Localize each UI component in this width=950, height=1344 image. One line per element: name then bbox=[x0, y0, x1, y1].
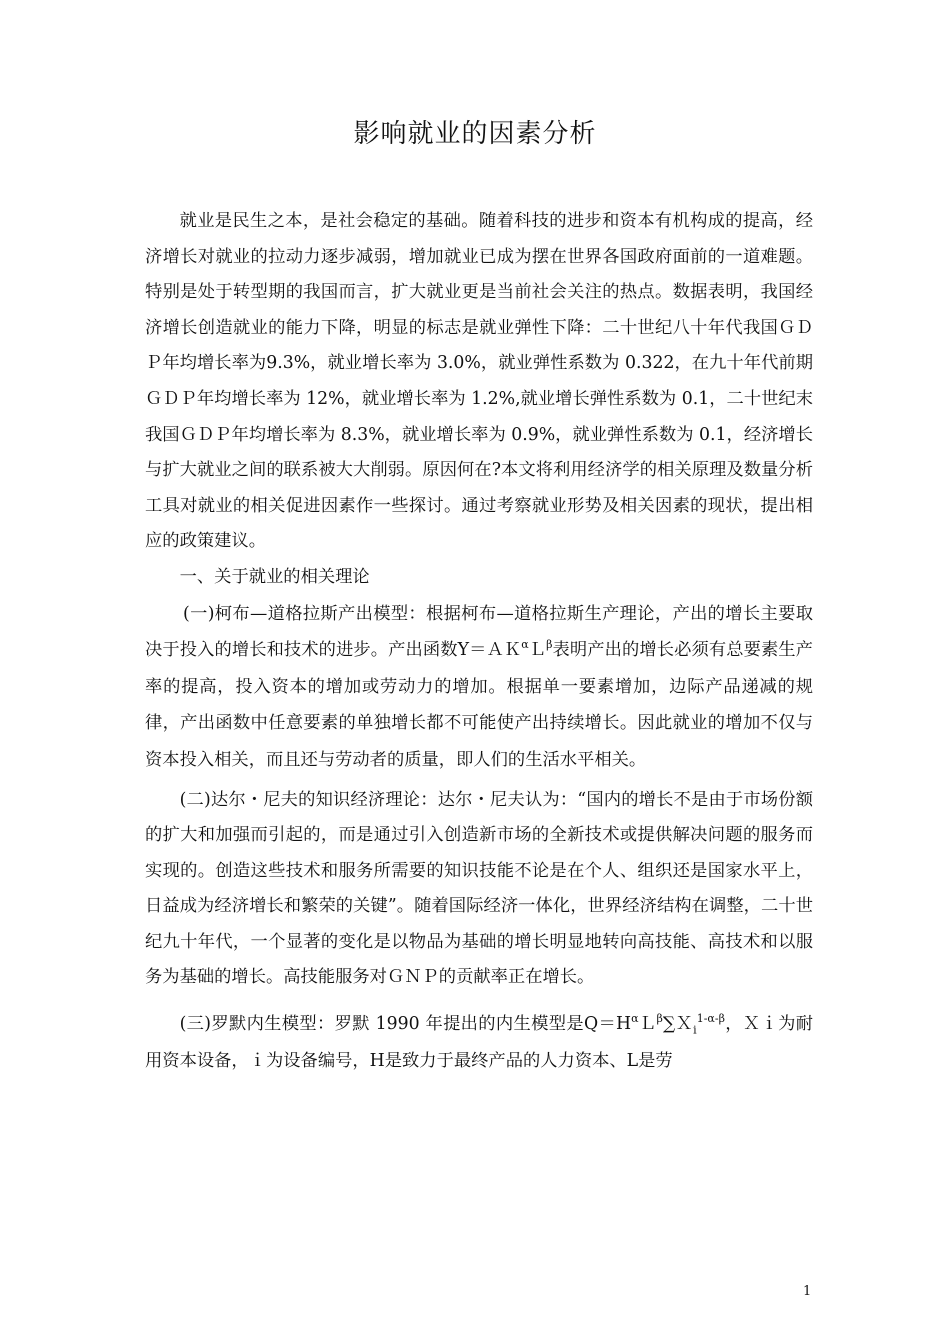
document-title: 影响就业的因素分析 bbox=[353, 119, 597, 149]
labor-symbol: Ｌ bbox=[528, 640, 547, 661]
romer-formula: Q＝H bbox=[583, 1014, 632, 1035]
summation-symbol: ∑Ｘ bbox=[662, 1014, 694, 1035]
cobb-douglas-text-start: (一)柯布—道格拉斯产出模型：根据柯布—道格拉斯生产理论，产出的增长主要取决于投入的增长和技术的进步。产出函数 bbox=[145, 603, 813, 661]
beta-exponent: β bbox=[656, 1012, 663, 1026]
capital-exponent: 1-α-β bbox=[696, 1012, 725, 1026]
index-subscript: i bbox=[693, 1023, 697, 1037]
page-number: 1 bbox=[803, 1284, 812, 1299]
production-function-formula: Y＝ＡＫ bbox=[457, 640, 522, 661]
romer-text-end: ，Ｘｉ为耐用资本设备，ｉ为设备编号，H是致力于最终产品的人力资本、L是劳 bbox=[145, 1014, 813, 1072]
alpha-exponent: α bbox=[521, 638, 529, 652]
alpha-exponent: α bbox=[631, 1012, 639, 1026]
section-heading: 一、关于就业的相关理论 bbox=[179, 566, 370, 587]
romer-model-paragraph bbox=[145, 1006, 813, 1080]
romer-text-start: (三)罗默内生模型：罗默 1990 年提出的内生模型是 bbox=[179, 1014, 584, 1035]
cobb-douglas-paragraph bbox=[145, 596, 813, 779]
document-body bbox=[145, 204, 813, 1080]
knowledge-economy-paragraph: (二)达尔・尼夫的知识经济理论：达尔・尼夫认为：“国内的增长不是由于市场份额的扩大和加强而引起的，而是通过引入创造新市场的全新技术或提供解决问题的服务而实现的。创造这些技术和服务所需要的知识技能不论是在个人、组织还是国家水平上，日益成为经济增长和繁荣的关键”。随着国际经济一体化，世界经济结构在调整，二十世纪九十年代，一个显著的变化是以物品为基础的增长明显地转向高技能、高技术和以服务为基础的增长。高技能服务对ＧＮＰ的贡献率正在增长。 bbox=[145, 789, 813, 988]
cobb-douglas-text-end: 表明产出的增长必须有总要素生产率的提高，投入资本的增加或劳动力的增加。根据单一要素增加，边际产品递减的规律，产出函数中任意要素的单独增长都不可能使产出持续增长。因此就业的增加不仅与资本投入相关，而且还与劳动者的质量，即人们的生活水平相关。 bbox=[145, 640, 813, 770]
intro-paragraph: 就业是民生之本，是社会稳定的基础。随着科技的进步和资本有机构成的提高，经济增长对就业的拉动力逐步减弱，增加就业已成为摆在世界各国政府面前的一道难题。特别是处于转型期的我国而言，扩大就业更是当前社会关注的热点。数据表明，我国经济增长创造就业的能力下降，明显的标志是就业弹性下降：二十世纪八十年代我国ＧＤＰ年均增长率为9.3%，就业增长率为 3.0%，就业弹性系数为 0.322，在九十年代前期ＧＤＰ年均增长率为 12%，就业增长率为 1.2%,就业增长弹性系数为 0.1，二十世纪末我国ＧＤＰ年均增长率为 8.3%，就业增长率为 0.9%，就业弹性系数为 0.1，经济增长与扩大就业之间的联系被大大削弱。原因何在?本文将利用经济学的相关原理及数量分析工具对就业的相关促进因素作一些探讨。通过考察就业形势及相关因素的现状，提出相应的政策建议。 bbox=[145, 211, 813, 552]
beta-exponent: β bbox=[546, 638, 553, 652]
labor-symbol: Ｌ bbox=[638, 1014, 657, 1035]
